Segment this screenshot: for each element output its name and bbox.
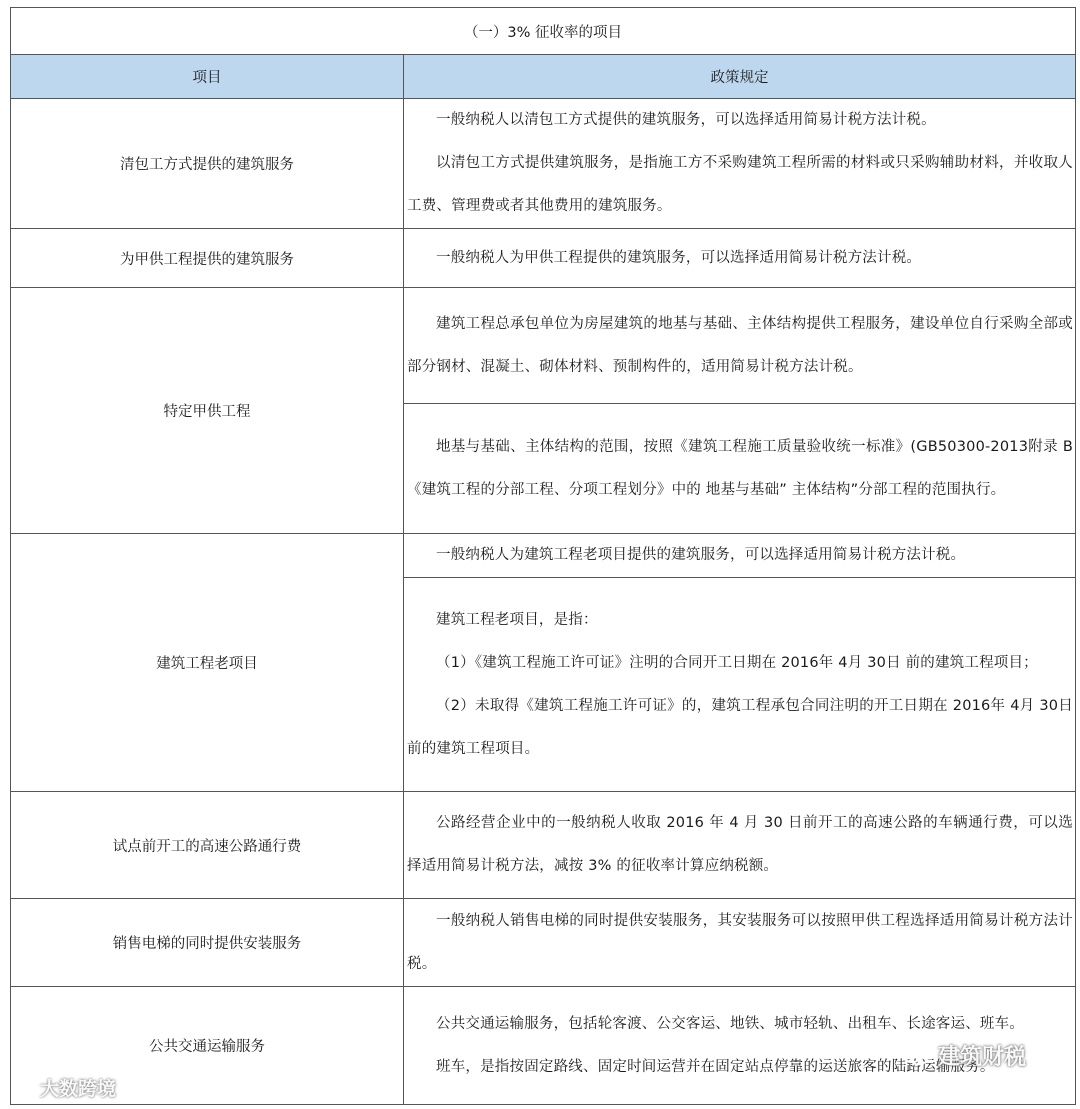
item-cell: 试点前开工的高速公路通行费 (11, 792, 404, 899)
policy-cell (404, 99, 1076, 229)
policy-table (10, 7, 1076, 1105)
item-cell: 清包工方式提供的建筑服务 (11, 99, 404, 229)
policy-cell (404, 534, 1076, 578)
table-title-row (11, 8, 1076, 55)
table-row (11, 899, 1076, 987)
table-header-row (11, 55, 1076, 99)
table-row (11, 792, 1076, 899)
table-row (11, 99, 1076, 229)
item-cell: 公共交通运输服务 (11, 987, 404, 1105)
policy-cell (404, 229, 1076, 288)
policy-paragraph: 公共交通运输服务，包括轮客渡、公交客运、地铁、城市轻轨、出租车、长途客运、班车。 (436, 1015, 1024, 1032)
policy-cell (404, 288, 1076, 404)
policy-paragraph: 一般纳税人以清包工方式提供的建筑服务，可以选择适用简易计税方法计税。 (436, 112, 936, 128)
policy-cell (404, 792, 1076, 899)
policy-paragraph: 建筑工程总承包单位为房屋建筑的地基与基础、主体结构提供工程服务，建设单位自行采购全部或部分钢材、混凝土、砌体材料、预制构件的，适用简易计税方法计税。 (407, 315, 1073, 375)
table-title: （一）3% 征收率的项目 (11, 8, 1076, 55)
policy-cell (404, 899, 1076, 987)
policy-cell (404, 404, 1076, 534)
policy-paragraph: 一般纳税人销售电梯的同时提供安装服务，其安装服务可以按照甲供工程选择适用简易计税方法计税。 (407, 912, 1073, 972)
table-row (11, 288, 1076, 404)
item-cell: 特定甲供工程 (11, 288, 404, 534)
item-cell: 建筑工程老项目 (11, 534, 404, 792)
watermark-left (10, 1074, 116, 1101)
table-row (11, 534, 1076, 578)
brand-logo-icon (10, 1079, 36, 1097)
policy-paragraph: 以清包工方式提供建筑服务，是指施工方不采购建筑工程所需的材料或只采购辅助材料，并收取人工费、管理费或者其他费用的建筑服务。 (407, 155, 1073, 214)
policy-paragraph: （1）《建筑工程施工许可证》注明的合同开工日期在 2016年 4月 30日 前的建筑工程项目； (436, 654, 1038, 671)
wechat-icon (900, 1043, 930, 1069)
header-policy: 政策规定 (404, 55, 1076, 99)
header-item: 项目 (11, 55, 404, 99)
policy-paragraph: 班车，是指按固定路线、固定时间运营并在固定站点停靠的运送旅客的陆路运输服务。 (436, 1058, 995, 1075)
item-cell: 为甲供工程提供的建筑服务 (11, 229, 404, 288)
item-cell: 销售电梯的同时提供安装服务 (11, 899, 404, 987)
table-row (11, 229, 1076, 288)
watermark-right (900, 1040, 1026, 1071)
policy-paragraph: 一般纳税人为建筑工程老项目提供的建筑服务，可以选择适用简易计税方法计税。 (436, 547, 966, 563)
watermark-left-text: 大数跨境 (40, 1078, 117, 1100)
policy-paragraph: 公路经营企业中的一般纳税人收取 2016 年 4 月 30 日前开工的高速公路的车辆通行费，可以选择适用简易计税方法，减按 3% 的征收率计算应纳税额。 (407, 815, 1073, 874)
watermark-right-text: 建筑财税 (938, 1045, 1027, 1070)
policy-cell (404, 578, 1076, 792)
policy-paragraph: （2）未取得《建筑工程施工许可证》的，建筑工程承包合同注明的开工日期在 2016年 4月 30日 前的建筑工程项目。 (407, 697, 1073, 757)
policy-paragraph: 地基与基础、主体结构的范围，按照《建筑工程施工质量验收统一标准》(GB50300-2013附录 B《建筑工程的分部工程、分项工程划分》中的 地基与基础” 主体结构”分部工程的范围执行。 (407, 438, 1073, 498)
policy-paragraph: 建筑工程老项目，是指： (436, 611, 598, 628)
policy-paragraph: 一般纳税人为甲供工程提供的建筑服务，可以选择适用简易计税方法计税。 (436, 249, 922, 266)
